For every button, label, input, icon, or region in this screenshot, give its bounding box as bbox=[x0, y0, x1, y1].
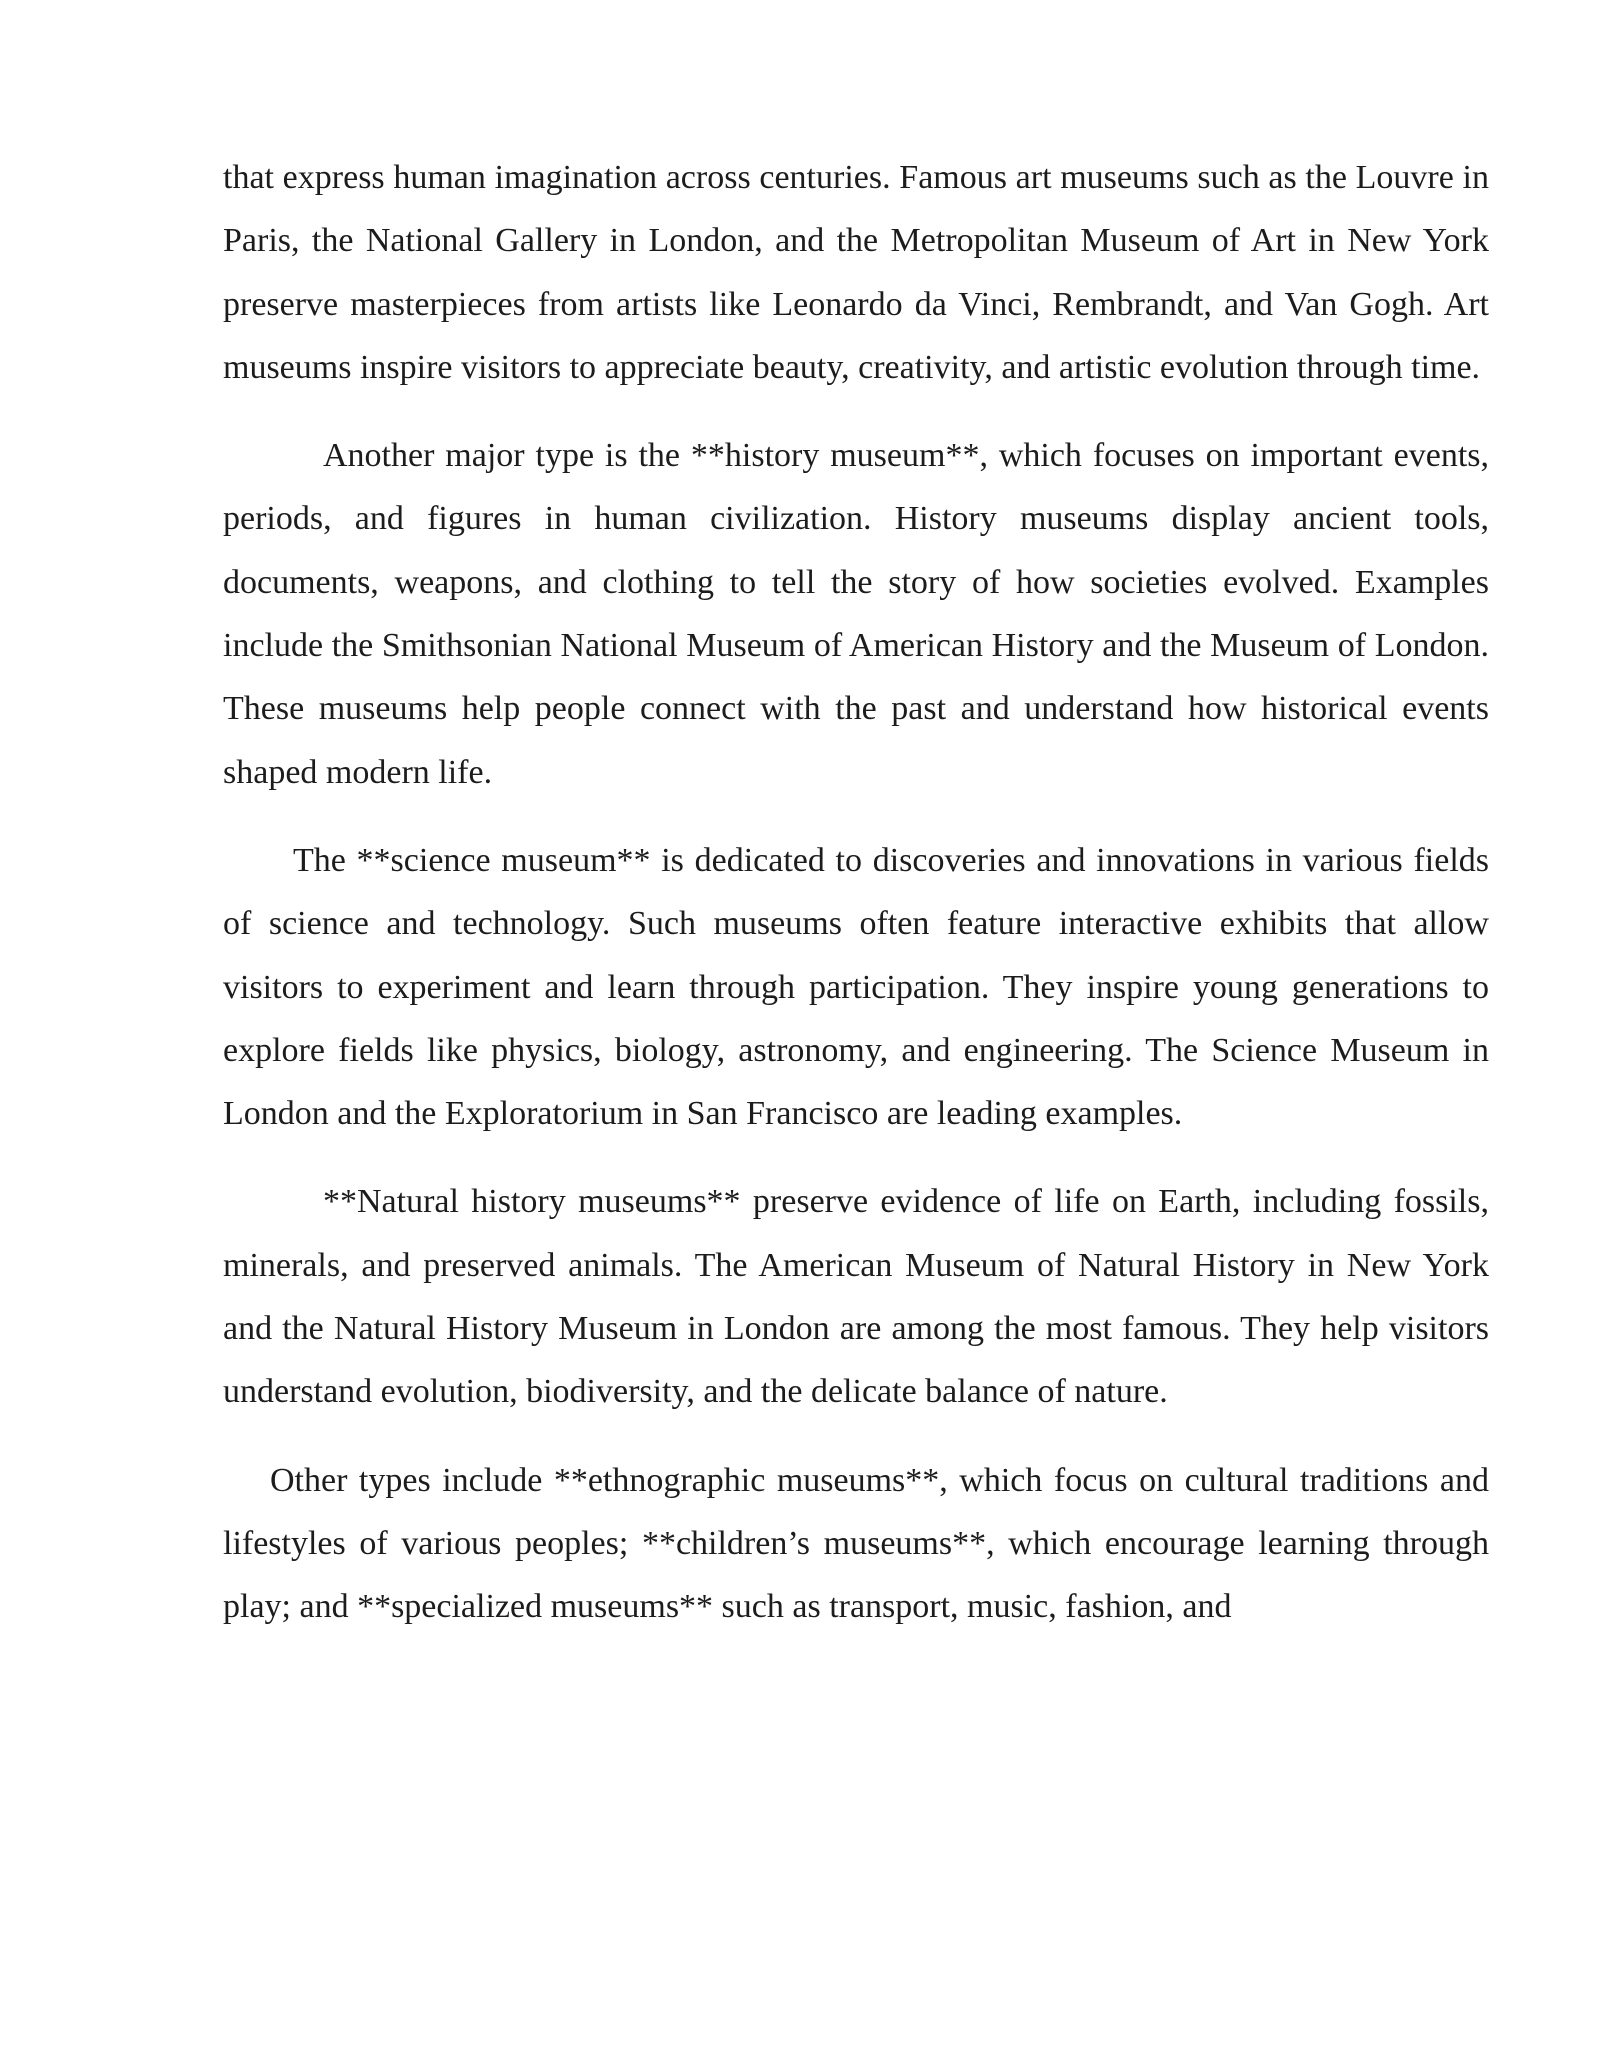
paragraph-history-museum: Another major type is the **history museum**, which focuses on important events, periods, and figures in human civilization. History museums display ancient tools, documents, weapons, and clothing to tell the story of how societies evolved. Examples include the Smithsonian National Museum of American History and the Museum of London. These museums help people connect with the past and understand how historical events shaped modern life. bbox=[223, 437, 1489, 791]
paragraph-other-types: Other types include **ethnographic museums**, which focus on cultural traditions and lifestyles of various peoples; **children’s museums**, which encourage learning through play; and **specialized museums** such as transport, music, fashion, and bbox=[223, 1461, 1489, 1626]
paragraph-natural-history-museums: **Natural history museums** preserve evidence of life on Earth, including fossils, minerals, and preserved animals. The American Museum of Natural History in New York and the Natural History Museum in London are among the most famous. They help visitors understand evolution, biodiversity, and the delicate balance of nature. bbox=[223, 1183, 1489, 1411]
body-text bbox=[223, 146, 1489, 1664]
paragraph-science-museum: The **science museum** is dedicated to discoveries and innovations in various fields of science and technology. Such museums often feature interactive exhibits that allow visitors to experiment and learn through participation. They inspire young generations to explore fields like physics, biology, astronomy, and engineering. The Science Museum in London and the Exploratorium in San Francisco are leading examples. bbox=[223, 841, 1489, 1133]
paragraph-art-museums: that express human imagination across centuries. Famous art museums such as the Louvre in Paris, the National Gallery in London, and the Metropolitan Museum of Art in New York preserve masterpieces from artists like Leonardo da Vinci, Rembrandt, and Van Gogh. Art museums inspire visitors to appreciate beauty, creativity, and artistic evolution through time. bbox=[223, 159, 1489, 386]
